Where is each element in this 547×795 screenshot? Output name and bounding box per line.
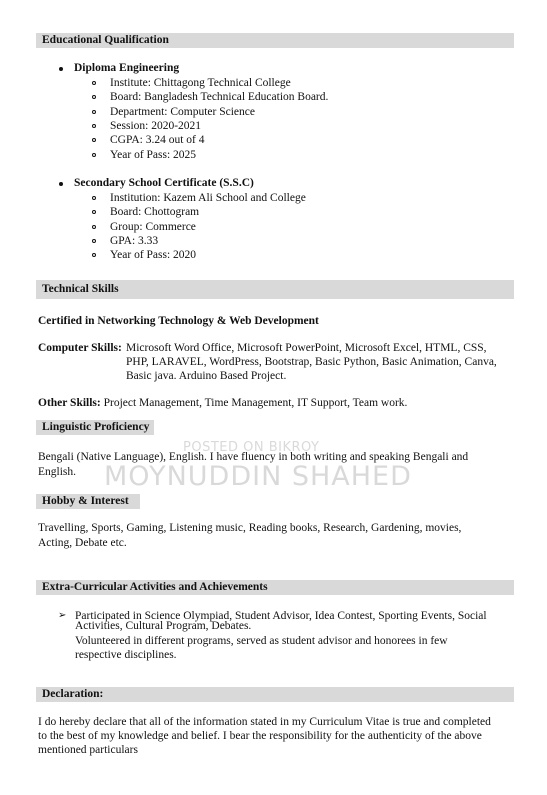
- watermark-small: POSTED ON BIKROY: [183, 440, 320, 455]
- ssc-item: Board: Chottogram: [110, 206, 200, 218]
- ssc-item: Year of Pass: 2020: [110, 249, 197, 261]
- bullet-diploma: [59, 67, 63, 71]
- hobby-line: Acting, Debate etc.: [38, 537, 127, 549]
- circle-bullet-icon: [92, 196, 96, 200]
- diploma-item: Session: 2020-2021: [110, 120, 202, 132]
- diploma-item: Board: Bangladesh Technical Education Board.: [110, 91, 329, 103]
- extra-line: Activities, Cultural Program, Debates.: [75, 620, 252, 632]
- circle-bullet-icon: [92, 81, 96, 85]
- arrow-bullet-icon: ➢: [58, 610, 67, 621]
- diploma-item: Year of Pass: 2025: [110, 149, 197, 161]
- extra-line: Volunteered in different programs, served as student advisor and honorees in few: [75, 635, 448, 647]
- circle-bullet-icon: [92, 110, 96, 114]
- diploma-heading: Diploma Engineering: [74, 62, 180, 74]
- ssc-heading: Secondary School Certificate (S.S.C): [74, 177, 254, 189]
- computer-skills-label: Computer Skills:: [38, 342, 122, 354]
- ssc-item: Group: Commerce: [110, 221, 196, 233]
- certified-line: Certified in Networking Technology & Web Development: [38, 315, 319, 327]
- linguistic-title: Linguistic Proficiency: [42, 421, 150, 433]
- other-skills-text: Project Management, Time Management, IT Support, Team work.: [100, 397, 408, 409]
- declaration-line: I do hereby declare that all of the information stated in my Curriculum Vitae is true and completed: [38, 716, 491, 728]
- computer-skills-line: Microsoft Word Office, Microsoft PowerPoint, Microsoft Excel, HTML, CSS,: [126, 342, 487, 354]
- circle-bullet-icon: [92, 239, 96, 243]
- diploma-item: CGPA: 3.24 out of 4: [110, 134, 205, 146]
- diploma-item: Department: Computer Science: [110, 106, 255, 118]
- computer-skills-line: Basic java. Arduino Based Project.: [126, 370, 287, 382]
- circle-bullet-icon: [92, 153, 96, 157]
- circle-bullet-icon: [92, 95, 96, 99]
- circle-bullet-icon: [92, 253, 96, 257]
- other-skills: [38, 396, 407, 410]
- linguistic-line: English.: [38, 466, 77, 478]
- hobby-title: Hobby & Interest: [42, 495, 129, 507]
- ssc-item: GPA: 3.33: [110, 235, 159, 247]
- computer-skills-line: PHP, LARAVEL, WordPress, Bootstrap, Basic Python, Basic Animation, Canva,: [126, 356, 497, 368]
- technical-title: Technical Skills: [42, 283, 119, 295]
- bullet-ssc: [59, 182, 63, 186]
- declaration-line: mentioned particulars: [38, 744, 138, 756]
- education-title: Educational Qualification: [42, 34, 169, 46]
- circle-bullet-icon: [92, 124, 96, 128]
- extra-line: Participated in Science Olympiad, Student Advisor, Idea Contest, Sporting Events, Social: [75, 610, 487, 622]
- other-skills-label: Other Skills:: [38, 397, 101, 409]
- hobby-line: Travelling, Sports, Gaming, Listening music, Reading books, Research, Gardening, movies,: [38, 522, 462, 534]
- circle-bullet-icon: [92, 225, 96, 229]
- extra-line: respective disciplines.: [75, 649, 177, 661]
- ssc-item: Institution: Kazem Ali School and College: [110, 192, 306, 204]
- declaration-header-bar: [36, 687, 514, 702]
- extra-title: Extra-Curricular Activities and Achievements: [42, 581, 268, 593]
- linguistic-line: Bengali (Native Language), English. I have fluency in both writing and speaking Bengali and: [38, 451, 469, 463]
- circle-bullet-icon: [92, 210, 96, 214]
- declaration-title: Declaration:: [42, 688, 104, 700]
- watermark-large: MOYNUDDIN SHAHED: [104, 461, 412, 492]
- declaration-line: to the best of my knowledge and belief. I bear the responsibility for the authenticity of the above: [38, 730, 482, 742]
- circle-bullet-icon: [92, 138, 96, 142]
- diploma-item: Institute: Chittagong Technical College: [110, 77, 291, 89]
